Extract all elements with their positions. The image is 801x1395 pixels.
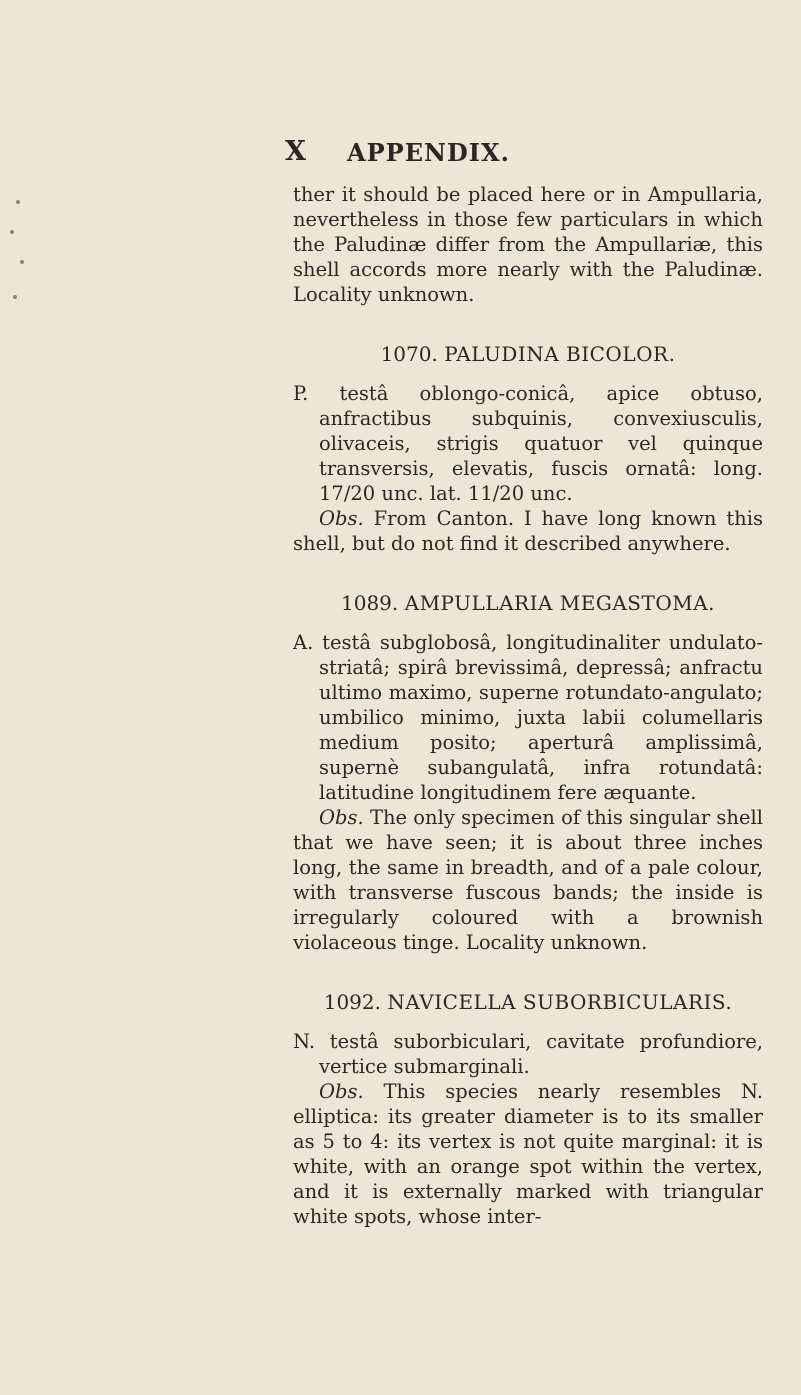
entry-diagnosis: P. testâ oblongo-conicâ, apice obtuso, anfractibus subquinis, convexiusculis, olivaceis, strigis quatuor vel quinque transversis, elevatis, fuscis ornatâ: long. 17/20 unc. lat. 11/20 unc. (293, 382, 763, 505)
entry-diagnosis: A. testâ subglobosâ, longitudinaliter undulato-striatâ; spirâ brevissimâ, depressâ; anfractu ultimo maximo, superne rotundato-angulato; umbilico minimo, juxta labii columellaris medium posito; aperturâ amplissimâ, supernè subangulatâ, infra rotundatâ: latitudine longitudinem fere æquante. (293, 631, 763, 804)
entry-number: 1092. (323, 990, 381, 1014)
entry-paludina-bicolor (293, 341, 763, 556)
obs-text: From Canton. I have long known this shell, but do not find it described anywhere. (293, 507, 763, 555)
page-folio: X (285, 136, 306, 167)
entry-name: NAVICELLA SUBORBICULARIS. (387, 990, 733, 1014)
entry-heading (293, 989, 763, 1015)
entry-number: 1089. (341, 591, 399, 615)
entry-name: AMPULLARIA MEGASTOMA. (404, 591, 715, 615)
entry-observation (293, 805, 763, 955)
obs-text: The only specimen of this singular shell that we have seen; it is about three inches long, the same in breadth, and of a pale colour, with transverse fuscous bands; the inside is irregularly coloured with a brownish violaceous tinge. Locality unknown. (293, 806, 764, 954)
entry-heading (293, 341, 763, 367)
obs-label: Obs. (319, 1080, 364, 1103)
entry-name: PALUDINA BICOLOR. (444, 342, 676, 366)
obs-label: Obs. (319, 507, 364, 530)
obs-text: This species nearly resembles N. elliptica: its greater diameter is to its smaller as 5 to 4: its vertex is not quite marginal: it is white, with an orange spot within the vertex, and it is externally marked with triangular white spots, whose inter- (293, 1080, 763, 1228)
entry-heading (293, 590, 763, 616)
page-edge-marks (4, 200, 34, 320)
entry-diagnosis: N. testâ suborbiculari, cavitate profundiore, vertice submarginali. (293, 1030, 763, 1078)
entry-navicella-suborbicularis (293, 989, 763, 1229)
obs-label: Obs. (319, 806, 364, 829)
entry-observation (293, 506, 763, 556)
entry-observation (293, 1079, 763, 1229)
intro-paragraph: ther it should be placed here or in Ampullaria, nevertheless in those few particulars in which the Paludinæ differ from the Ampullariæ, this shell accords more nearly with the Paludinæ. Locality unknown. (293, 183, 763, 306)
entry-ampullaria-megastoma (293, 590, 763, 955)
entry-number: 1070. (380, 342, 438, 366)
body-text (293, 182, 763, 1229)
running-title: APPENDIX. (347, 138, 510, 167)
page-header (0, 136, 801, 176)
